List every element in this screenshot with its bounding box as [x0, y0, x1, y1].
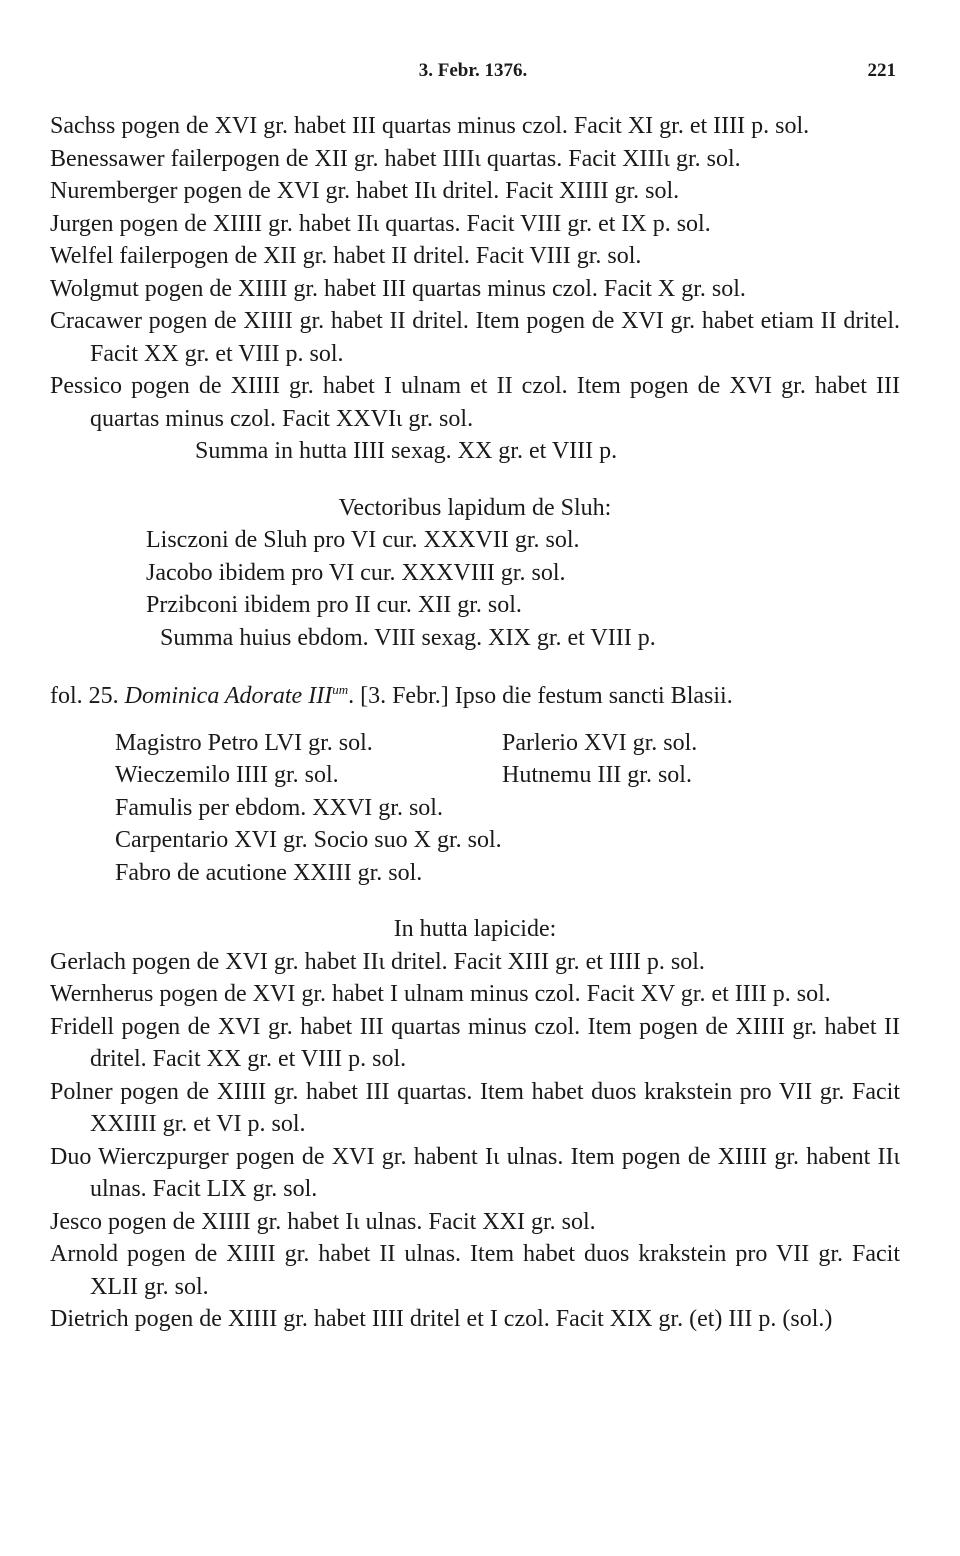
list-item: Lisczoni de Sluh pro VI cur. XXXVII gr. sol.	[146, 527, 580, 553]
folio-date-note: . [3. Febr.] Ipso die festum sancti Blasii.	[348, 683, 733, 709]
list-item: Parlerio XVI gr. sol.	[502, 729, 698, 756]
section-heading: Vectoribus lapidum de Sluh:	[338, 494, 612, 521]
list-item: Fabro de acutione XXIII gr. sol.	[115, 859, 423, 886]
list-item: Jacobo ibidem pro VI cur. XXXVIII gr. sol.	[146, 559, 566, 586]
list-item: Jurgen pogen de XIIII gr. habet IIɩ quartas. Facit VIII gr. et IX p. sol.	[50, 210, 711, 237]
list-item: Polner pogen de XIIII gr. habet III quartas. Item habet duos krakstein pro VII gr. Facit XXIIII gr. et VI p. sol.	[50, 1078, 900, 1137]
list-item: Fridell pogen de XVI gr. habet III quartas minus czol. Item pogen de XIIII gr. habet II dritel. Facit XX gr. et VIII p. sol.	[50, 1013, 900, 1072]
section-heading: In hutta lapicide:	[393, 916, 557, 942]
list-item: Wieczemilo IIII gr. sol.	[115, 762, 339, 788]
list-item: Jesco pogen de XIIII gr. habet Iɩ ulnas. Facit XXI gr. sol.	[50, 1208, 596, 1235]
list-item: Benessawer failerpogen de XII gr. habet IIIIɩ quartas. Facit XIIIɩ gr. sol.	[50, 145, 741, 172]
header-date: 3. Febr. 1376.	[418, 60, 528, 81]
list-item: Wolgmut pogen de XIIII gr. habet III quartas minus czol. Facit X gr. sol.	[50, 275, 746, 302]
list-item: Famulis per ebdom. XXVI gr. sol.	[115, 794, 443, 821]
dominica-title: Dominica Adorate III	[124, 683, 333, 709]
list-item: Hutnemu III gr. sol.	[502, 762, 692, 788]
summa-ebdom: Summa huius ebdom. VIII sexag. XIX gr. et VIII p.	[160, 624, 656, 651]
wage-row	[115, 727, 900, 760]
list-item: Carpentario XVI gr. Socio suo X gr. sol.	[115, 827, 502, 853]
page-number: 221	[867, 60, 896, 81]
lapicide-entries	[50, 946, 900, 1336]
folio-line	[50, 674, 900, 713]
folio-number: fol. 25.	[50, 683, 119, 709]
list-item: Magistro Petro LVI gr. sol.	[115, 729, 373, 756]
hutta-entries	[50, 110, 900, 468]
list-item: Cracawer pogen de XIIII gr. habet II dritel. Item pogen de XVI gr. habet etiam II dritel. Facit XX gr. et VIII p. sol.	[50, 308, 900, 367]
list-item: Wernherus pogen de XVI gr. habet I ulnam minus czol. Facit XV gr. et IIII p. sol.	[50, 981, 831, 1007]
list-item: Gerlach pogen de XVI gr. habet IIɩ dritel. Facit XIII gr. et IIII p. sol.	[50, 948, 705, 975]
wage-row	[115, 759, 900, 792]
list-item: Duo Wierczpurger pogen de XVI gr. habent Iɩ ulnas. Item pogen de XIIII gr. habent IIɩ ulnas. Facit LIX gr. sol.	[50, 1143, 900, 1202]
list-item: Przibconi ibidem pro II cur. XII gr. sol.	[146, 592, 522, 618]
page-body	[50, 110, 900, 1336]
wages-section	[50, 727, 900, 890]
page-header	[50, 60, 896, 90]
list-item: Sachss pogen de XVI gr. habet III quartas minus czol. Facit XI gr. et IIII p. sol.	[50, 113, 810, 139]
summa-hutta: Summa in hutta IIII sexag. XX gr. et VIII p.	[195, 438, 618, 464]
list-item: Arnold pogen de XIIII gr. habet II ulnas. Item habet duos krakstein pro VII gr. Facit XLII gr. sol.	[50, 1241, 900, 1300]
list-item: Pessico pogen de XIIII gr. habet I ulnam et II czol. Item pogen de XVI gr. habet III quartas minus czol. Facit XXVIɩ gr. sol.	[50, 373, 900, 432]
list-item: Welfel failerpogen de XII gr. habet II dritel. Facit VIII gr. sol.	[50, 243, 642, 269]
list-item: Nuremberger pogen de XVI gr. habet IIɩ dritel. Facit XIIII gr. sol.	[50, 178, 680, 204]
list-item: Dietrich pogen de XIIII gr. habet IIII dritel et I czol. Facit XIX gr. (et) III p. (sol.)	[50, 1306, 833, 1332]
dominica-title-sup: um	[332, 682, 349, 697]
vectoribus-section	[50, 492, 900, 655]
